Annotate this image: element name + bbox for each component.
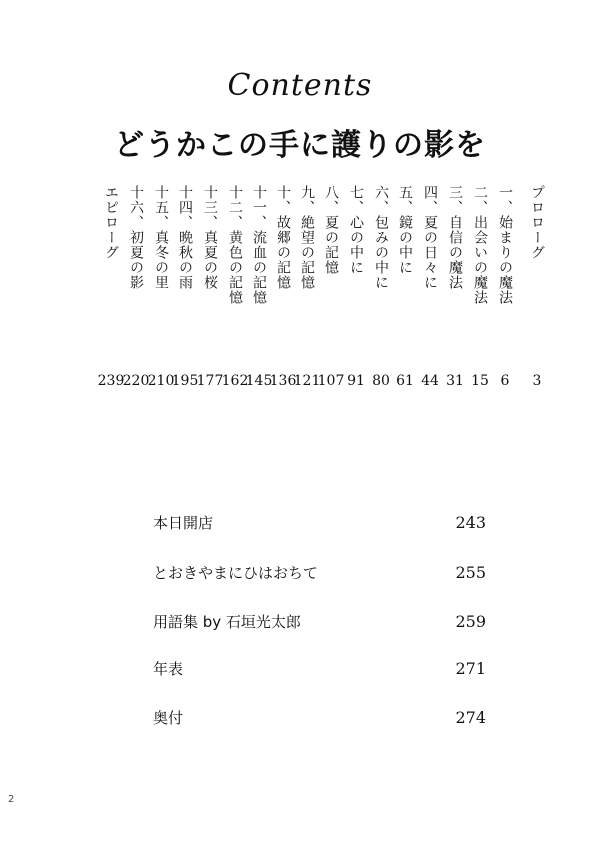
chapter-title: 六、包みの中に — [373, 185, 389, 290]
chapter-page-number: 107 — [317, 373, 345, 389]
chapter-title: 四、夏の日々に — [422, 185, 438, 290]
chapter-title: 五、鏡の中に — [397, 185, 413, 275]
chapter-entry — [420, 185, 440, 389]
page-number: 2 — [8, 794, 15, 805]
extra-entry — [153, 707, 486, 728]
chapter-title: 九、絶望の記憶 — [299, 185, 315, 290]
extra-entry — [153, 611, 486, 632]
chapter-title: 十六、初夏の影 — [128, 185, 144, 290]
chapter-title: 八、夏の記憶 — [323, 185, 339, 275]
extra-page-number: 259 — [455, 612, 486, 631]
chapter-entry — [470, 185, 490, 389]
extra-page-number: 243 — [455, 513, 486, 532]
chapter-page-number: 220 — [122, 373, 150, 389]
extra-entry — [153, 658, 486, 679]
extra-entry — [153, 512, 486, 533]
chapter-title: エピローグ — [103, 185, 119, 260]
chapter-page-number: 145 — [245, 373, 273, 389]
chapter-entry — [171, 185, 199, 389]
chapter-entry — [245, 185, 273, 389]
chapter-page-number: 239 — [97, 373, 125, 389]
chapter-entry — [495, 185, 515, 389]
chapter-title: 十三、真夏の桜 — [202, 185, 218, 290]
chapter-title: プロローグ — [529, 185, 545, 260]
chapter-entry — [293, 185, 321, 389]
extra-title: とおきやまにひはおちて — [153, 564, 318, 582]
chapter-entry — [269, 185, 297, 389]
chapter-page-number: 210 — [147, 373, 175, 389]
chapter-entry — [221, 185, 249, 389]
contents-heading: Contents — [227, 68, 373, 103]
chapter-entry — [97, 185, 125, 389]
chapter-page-number: 15 — [471, 373, 489, 389]
chapter-page-number: 195 — [171, 373, 199, 389]
chapter-title: 十一、流血の記憶 — [251, 185, 267, 305]
extra-title: 用語集 by 石垣光太郎 — [153, 613, 301, 631]
chapter-page-number: 162 — [221, 373, 249, 389]
chapter-page-number: 6 — [500, 373, 510, 389]
chapter-entry — [527, 185, 547, 389]
chapter-page-number: 91 — [347, 373, 365, 389]
chapter-entry — [122, 185, 150, 389]
chapter-title: 三、自信の魔法 — [447, 185, 463, 290]
extra-title: 年表 — [153, 660, 184, 678]
chapter-title: 十四、晩秋の雨 — [177, 185, 193, 290]
chapter-entry — [371, 185, 391, 389]
chapter-page-number: 44 — [421, 373, 439, 389]
chapter-entry — [395, 185, 415, 389]
chapter-title: 一、始まりの魔法 — [497, 185, 513, 305]
book-title: どうかこの手に護りの影を — [114, 128, 486, 163]
chapter-page-number: 31 — [446, 373, 464, 389]
chapter-entry — [346, 185, 366, 389]
chapter-entry — [196, 185, 224, 389]
extra-page-number: 255 — [455, 563, 486, 582]
chapter-title: 十五、真冬の里 — [153, 185, 169, 290]
extra-title: 奥付 — [153, 709, 184, 727]
chapter-page-number: 121 — [293, 373, 321, 389]
extra-page-number: 271 — [455, 659, 486, 678]
chapter-page-number: 61 — [396, 373, 414, 389]
extra-title: 本日開店 — [153, 514, 214, 532]
extra-entry — [153, 562, 486, 583]
chapter-page-number: 3 — [532, 373, 542, 389]
chapter-entry — [445, 185, 465, 389]
chapter-entry — [317, 185, 345, 389]
chapter-title: 七、心の中に — [348, 185, 364, 275]
chapter-page-number: 177 — [196, 373, 224, 389]
chapter-title: 十、故郷の記憶 — [275, 185, 291, 290]
chapter-page-number: 80 — [372, 373, 390, 389]
chapter-page-number: 136 — [269, 373, 297, 389]
extra-page-number: 274 — [455, 708, 486, 727]
chapter-entry — [147, 185, 175, 389]
chapter-title: 二、出会いの魔法 — [472, 185, 488, 305]
chapter-title: 十二、黄色の記憶 — [227, 185, 243, 305]
